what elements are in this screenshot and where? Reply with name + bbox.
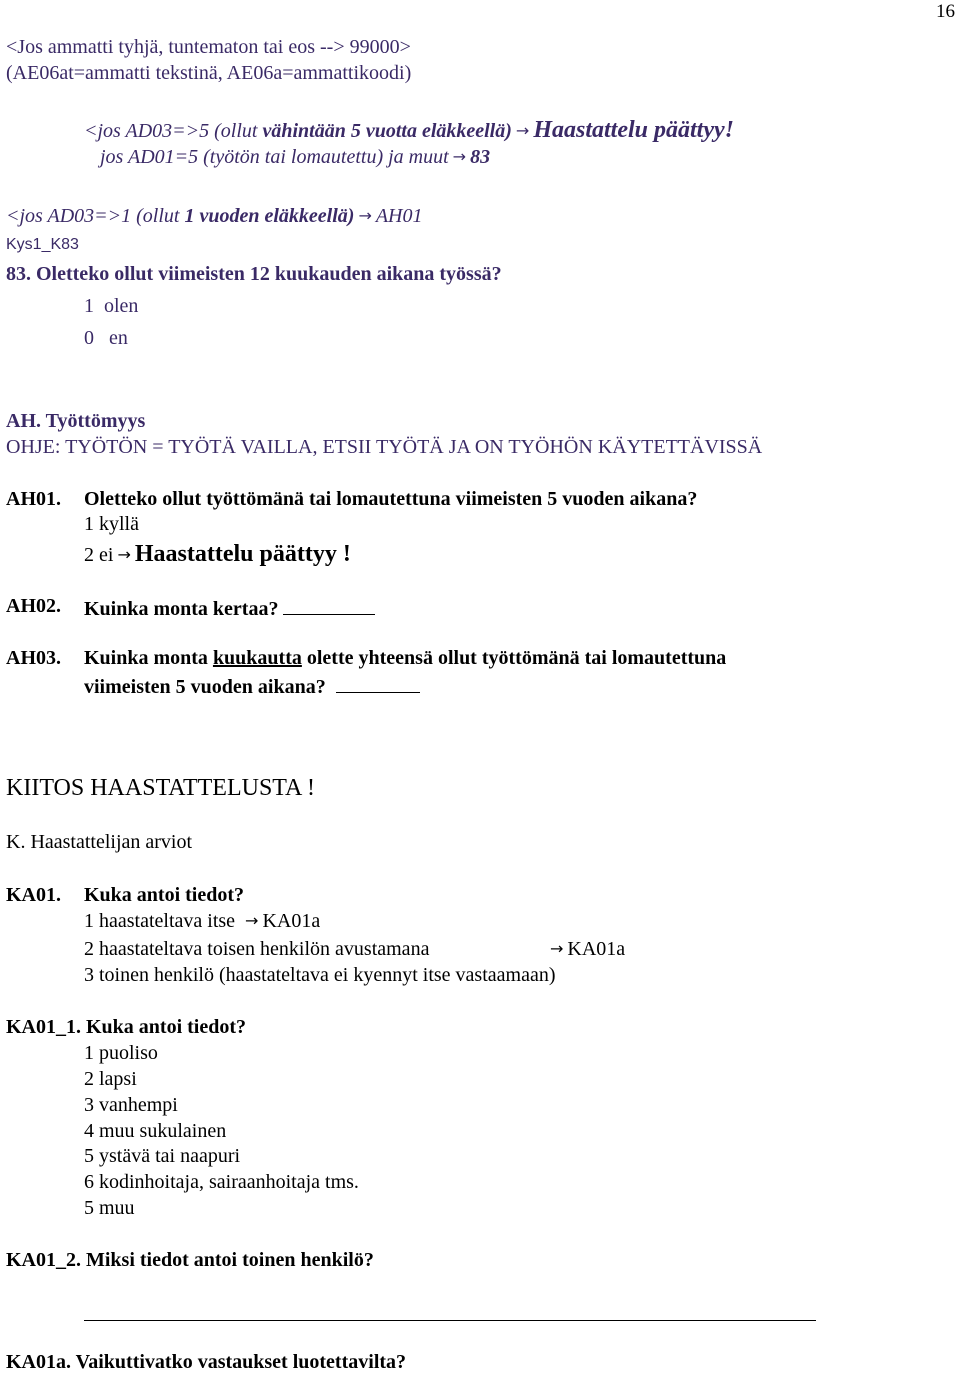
ka01-option-2-goto [546, 939, 625, 959]
option-number: 0 [84, 327, 94, 349]
question-code: Kys1_K83 [6, 236, 79, 253]
header-line-1: <Jos ammatti tyhjä, tuntematon tai eos --> 99000> [6, 36, 411, 58]
routing-line-1 [84, 118, 734, 142]
question-text: Kuinka monta kertaa? [84, 598, 279, 620]
ka01-1-option: 5 muu [84, 1197, 135, 1219]
option-number: 1 [84, 295, 94, 317]
routing-3-condition: <jos AD03=>1 (ollut [6, 205, 185, 227]
ka01-1-option: 2 lapsi [84, 1068, 137, 1090]
option-83-1 [84, 296, 138, 316]
arrow-right-icon: → [358, 206, 372, 225]
ah02-question [84, 596, 375, 619]
section-ah-title: AH. Työttömyys [6, 410, 146, 432]
routing-line-2 [100, 147, 490, 167]
arrow-right-icon: → [245, 911, 259, 930]
routing-3-condition-bold: 1 vuoden eläkkeellä) [184, 205, 355, 227]
ah03-question [84, 648, 726, 668]
routing-3-target: AH01 [375, 205, 423, 227]
ah01-option-2 [84, 542, 351, 566]
ka01-option-2 [84, 939, 429, 959]
ka01-1-option: 4 muu sukulainen [84, 1120, 227, 1142]
question-text: olette yhteensä ollut työttömänä tai lomautettuna [301, 647, 727, 669]
ka01-1-title: KA01_1. Kuka antoi tiedot? [6, 1016, 247, 1038]
ah03-question-line-2 [84, 674, 420, 697]
routing-2-condition: jos AD01=5 (työtön tai lomautettu) ja muut [100, 146, 449, 168]
option-label: olen [104, 295, 139, 317]
routing-line-3 [6, 206, 423, 226]
ah01-option-1: 1 kyllä [84, 513, 139, 535]
header-line-2: (AE06at=ammatti tekstinä, AE06a=ammattikoodi) [6, 62, 412, 84]
option-label: 2 haastateltava toisen henkilön avustamana [84, 938, 430, 960]
routing-2-target: 83 [470, 146, 491, 168]
routing-1-target: Haastattelu päättyy! [533, 117, 734, 143]
answer-blank [336, 674, 420, 693]
question-emphasis: kuukautta [212, 647, 302, 669]
ka01-1-option: 6 kodinhoitaja, sairaanhoitaja tms. [84, 1171, 359, 1193]
ah01-id: AH01. [6, 488, 61, 510]
option-label: 1 haastateltava itse [84, 910, 236, 932]
ka01-id: KA01. [6, 884, 61, 906]
ah03-id: AH03. [6, 647, 61, 669]
ka01-question: Kuka antoi tiedot? [84, 884, 245, 906]
answer-line [84, 1320, 816, 1321]
option-label: 2 ei [84, 544, 114, 566]
thanks-heading: KIITOS HAASTATTELUSTA ! [6, 775, 316, 801]
answer-blank [283, 596, 375, 615]
question-text: viimeisten 5 vuoden aikana? [84, 676, 326, 698]
arrow-right-icon: → [515, 121, 530, 140]
ah01-end-label: Haastattelu päättyy ! [134, 541, 351, 567]
ka01a-title: KA01a. Vaikuttivatko vastaukset luotettavilta? [6, 1351, 407, 1373]
option-83-0 [84, 328, 128, 348]
page-number: 16 [936, 1, 955, 22]
ka01-option-1 [84, 911, 320, 931]
ka01-2-title: KA01_2. Miksi tiedot antoi toinen henkilö? [6, 1249, 374, 1271]
option-goto: KA01a [262, 910, 321, 932]
routing-1-condition: <jos AD03=>5 (ollut [84, 120, 263, 142]
option-goto: KA01a [567, 938, 626, 960]
ka01-1-option: 5 ystävä tai naapuri [84, 1145, 241, 1167]
arrow-right-icon: → [117, 545, 131, 564]
option-label: en [109, 327, 128, 349]
section-ah-instruction: OHJE: TYÖTÖN = TYÖTÄ VAILLA, ETSII TYÖTÄ JA ON TYÖHÖN KÄYTETTÄVISSÄ [6, 436, 763, 458]
arrow-right-icon: → [452, 147, 467, 166]
ka01-option-3: 3 toinen henkilö (haastateltava ei kyennyt itse vastaamaan) [84, 964, 556, 986]
question-text: Kuinka monta [84, 647, 213, 669]
routing-1-condition-bold: vähintään 5 vuotta eläkkeellä) [262, 120, 512, 142]
ka01-1-option: 1 puoliso [84, 1042, 158, 1064]
ka01-1-option: 3 vanhempi [84, 1094, 178, 1116]
section-k-title: K. Haastattelijan arviot [6, 831, 193, 853]
ah02-id: AH02. [6, 595, 61, 617]
ah01-question: Oletteko ollut työttömänä tai lomautettuna viimeisten 5 vuoden aikana? [84, 488, 698, 510]
question-83: 83. Oletteko ollut viimeisten 12 kuukauden aikana työssä? [6, 263, 502, 285]
arrow-right-icon: → [550, 939, 564, 958]
